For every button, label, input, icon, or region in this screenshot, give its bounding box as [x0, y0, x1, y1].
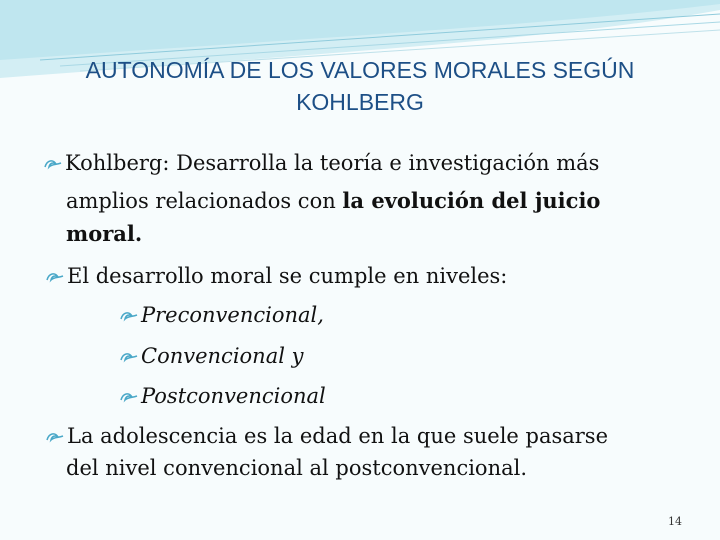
swirl-bullet-icon	[46, 271, 64, 285]
paragraph-1-text-b: amplios relacionados con	[66, 189, 343, 213]
paragraph-1-line-2	[66, 188, 600, 214]
paragraph-3-line-1	[46, 423, 608, 449]
title-line-1: AUTONOMÍA DE LOS VALORES MORALES SEGÚN	[85, 57, 635, 83]
level-item	[120, 383, 326, 409]
swirl-bullet-icon	[120, 310, 138, 324]
paragraph-2-text: El desarrollo moral se cumple en niveles:	[67, 264, 508, 288]
swirl-bullet-icon	[46, 431, 64, 445]
paragraph-1-line-1	[44, 150, 599, 176]
paragraph-3-text-1: La adolescencia es la edad en la que suele pasarse	[67, 424, 609, 448]
page-number: 14	[668, 515, 682, 528]
paragraph-1-emphasis: la evolución del juicio	[342, 188, 601, 213]
level-label: Convencional y	[141, 344, 304, 368]
swirl-bullet-icon	[44, 158, 62, 172]
swirl-bullet-icon	[120, 391, 138, 405]
level-label: Preconvencional,	[141, 303, 324, 327]
paragraph-1-line-3: moral.	[66, 221, 143, 246]
paragraph-1-text-a: Kohlberg: Desarrolla la teoría e investigación más	[65, 151, 600, 175]
level-item	[120, 343, 303, 369]
level-item	[120, 302, 324, 328]
swirl-bullet-icon	[120, 351, 138, 365]
paragraph-3-line-2: del nivel convencional al postconvencional.	[66, 456, 528, 480]
level-label: Postconvencional	[141, 384, 326, 408]
paragraph-2	[46, 263, 507, 289]
title-line-2: KOHLBERG	[296, 89, 424, 115]
